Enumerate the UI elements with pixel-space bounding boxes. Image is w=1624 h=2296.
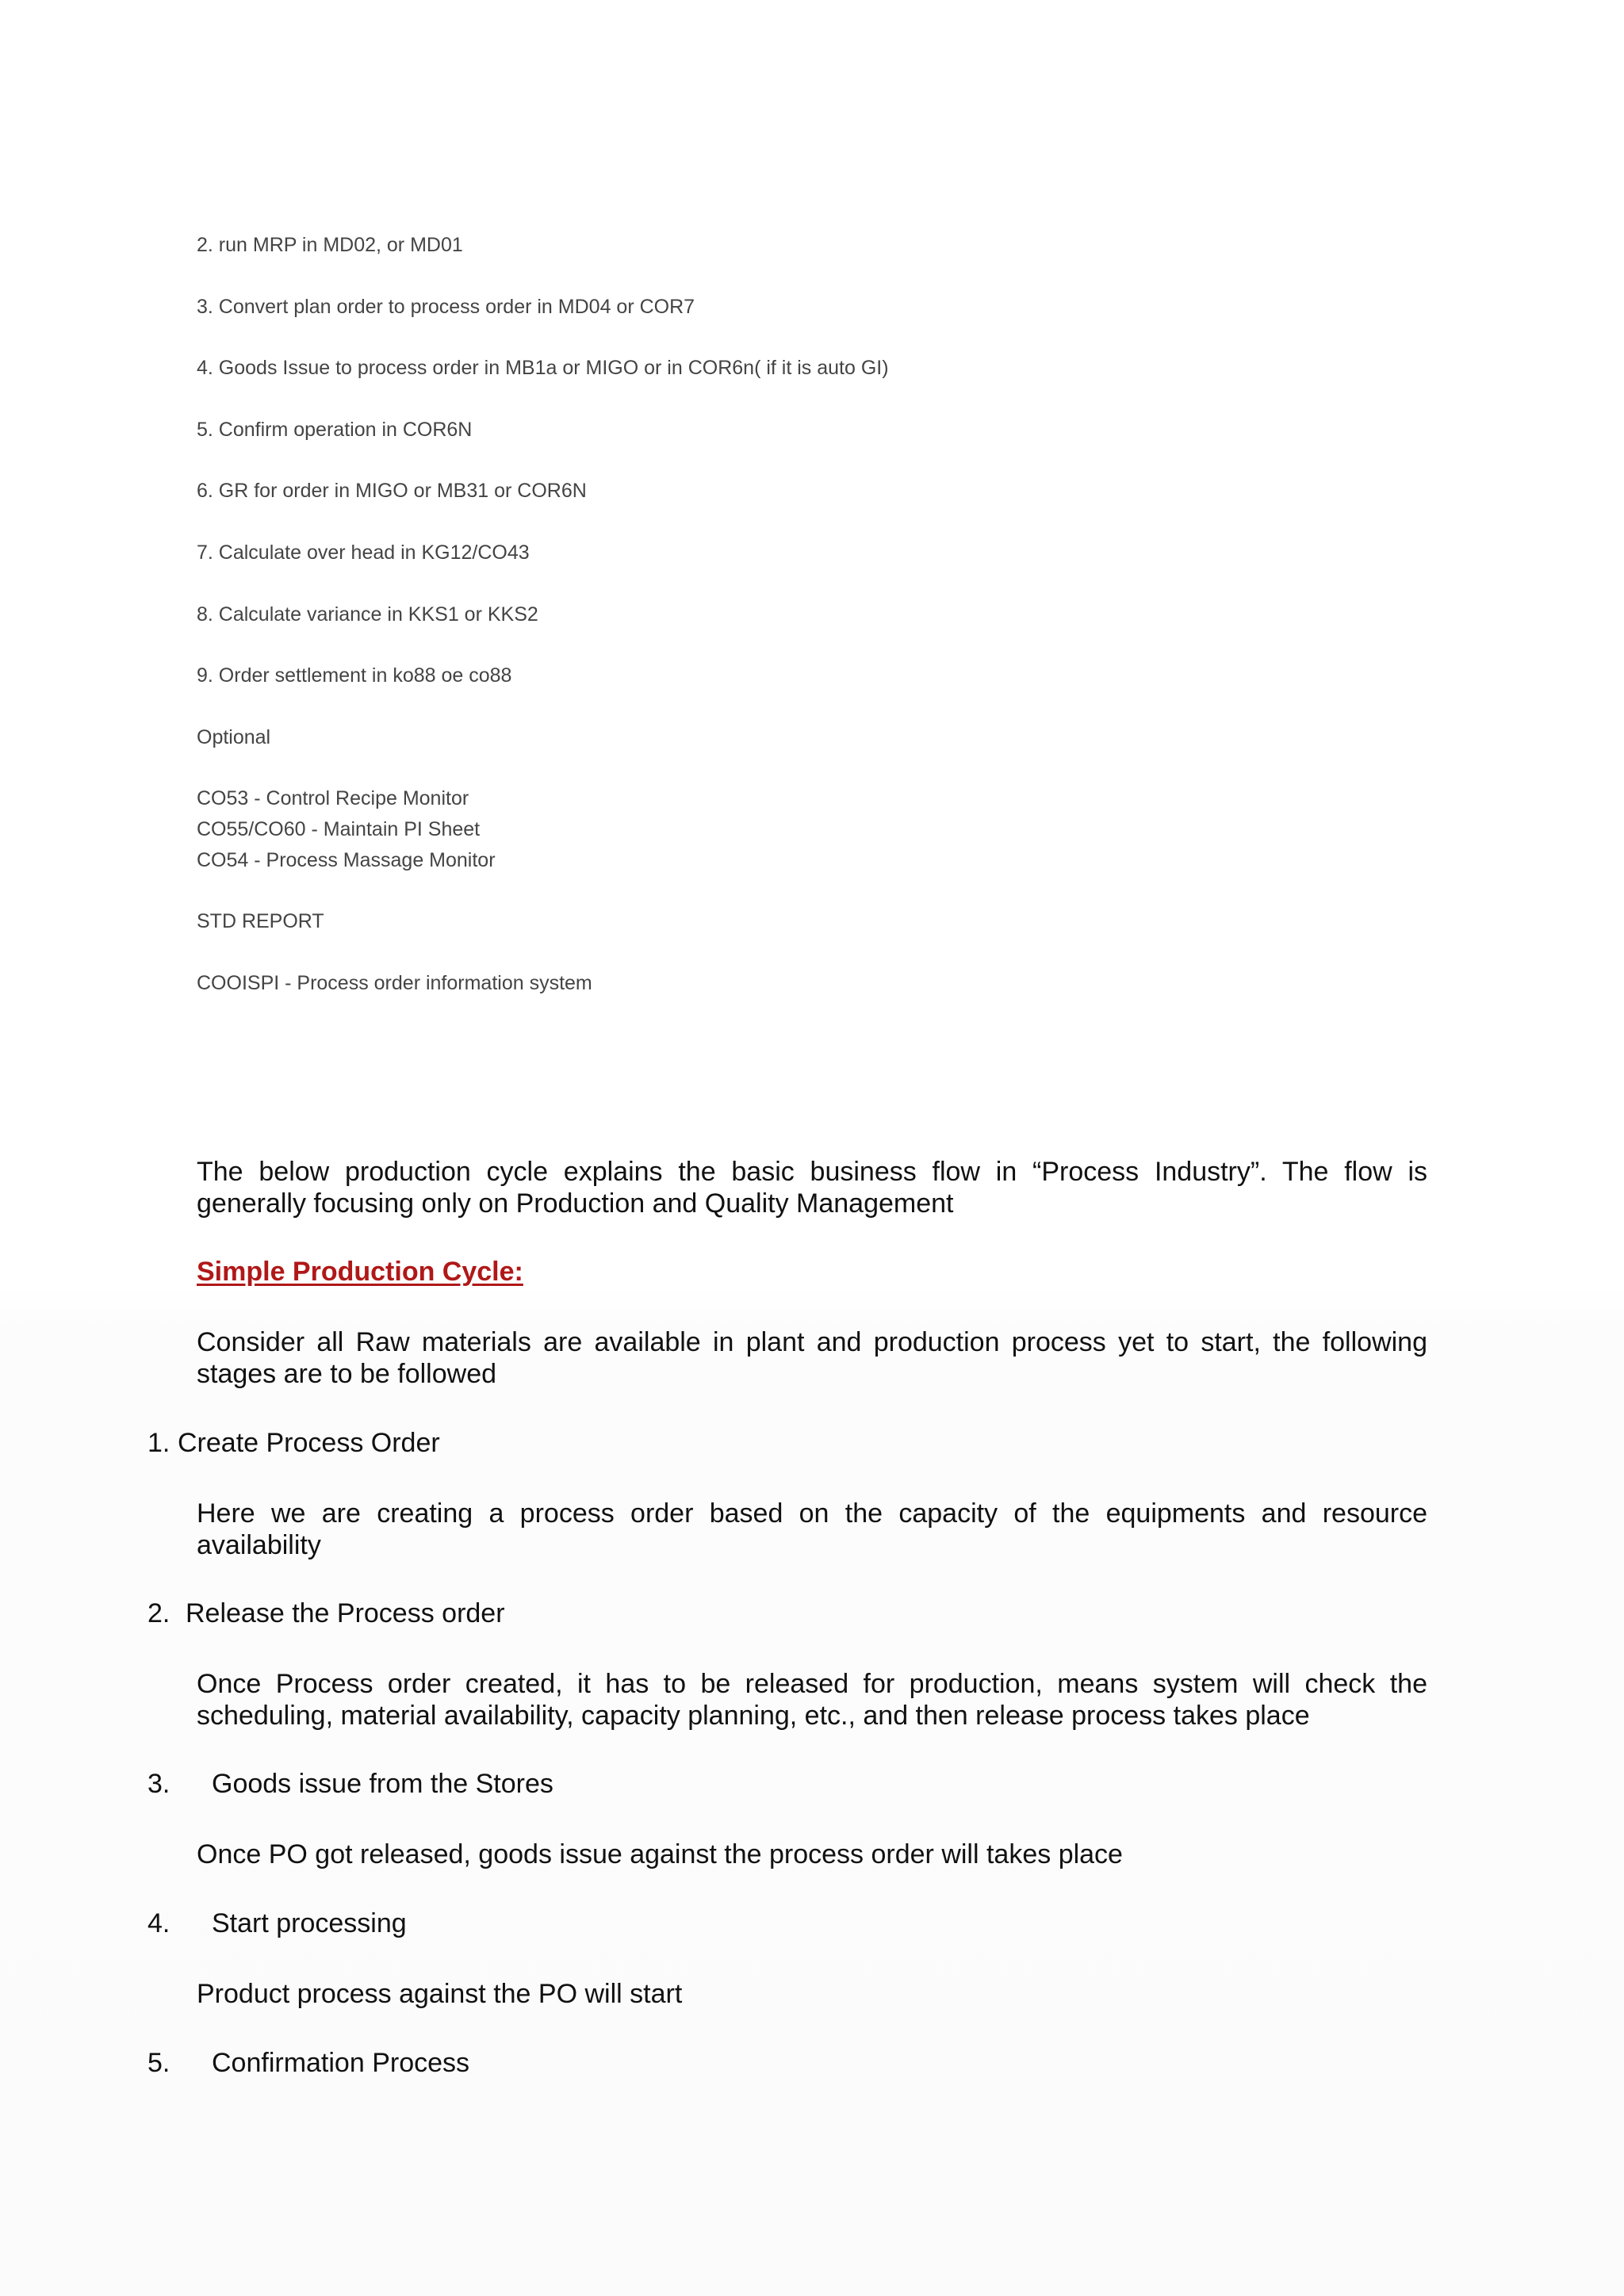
optional-item-message-monitor: CO54 - Process Massage Monitor (197, 849, 496, 871)
step-label-3: Goods issue from the Stores (212, 1769, 553, 1799)
step-description-3: Once PO got released, goods issue against the process order will takes place (197, 1839, 1123, 1869)
step-number-2: 2. (147, 1598, 170, 1628)
list-item-run-mrp: 2. run MRP in MD02, or MD01 (197, 234, 463, 256)
list-item-goods-issue: 4. Goods Issue to process order in MB1a or MIGO or in COR6n( if it is auto GI) (197, 357, 889, 379)
optional-item-pi-sheet: CO55/CO60 - Maintain PI Sheet (197, 818, 481, 840)
optional-label: Optional (197, 726, 271, 748)
step-label-5: Confirmation Process (212, 2048, 470, 2078)
intro-paragraph: The below production cycle explains the basic business flow in “Process Industry”. The flow is generally focusing only on Production and Quality Management (197, 1157, 1427, 1219)
list-item-calculate-variance: 8. Calculate variance in KKS1 or KKS2 (197, 603, 538, 626)
list-item-calculate-overhead: 7. Calculate over head in KG12/CO43 (197, 541, 530, 564)
list-item-order-settlement: 9. Order settlement in ko88 oe co88 (197, 664, 512, 687)
step-number-1: 1. (147, 1428, 170, 1458)
step-label-1: Create Process Order (178, 1428, 440, 1458)
std-report-label: STD REPORT (197, 910, 324, 932)
step-label-4: Start processing (212, 1908, 407, 1938)
consider-paragraph: Consider all Raw materials are available in plant and production process yet to start, the following stages are to be followed (197, 1327, 1427, 1389)
step-description-4: Product process against the PO will start (197, 1979, 683, 2009)
list-item-goods-receipt: 6. GR for order in MIGO or MB31 or COR6N (197, 480, 587, 502)
std-report-item: COOISPI - Process order information system (197, 972, 592, 994)
section-heading: Simple Production Cycle: (197, 1257, 523, 1287)
optional-item-control-recipe: CO53 - Control Recipe Monitor (197, 787, 469, 809)
step-description-2: Once Process order created, it has to be released for production, means system will check the scheduling, material availability, capacity planning, etc., and then release process takes place (197, 1669, 1427, 1731)
step-number-3: 3. (147, 1769, 170, 1799)
step-label-2: Release the Process order (186, 1598, 505, 1628)
step-number-5: 5. (147, 2048, 170, 2078)
step-description-1: Here we are creating a process order based on the capacity of the equipments and resource availability (197, 1498, 1427, 1560)
list-item-confirm-operation: 5. Confirm operation in COR6N (197, 419, 473, 441)
list-item-convert-plan-order: 3. Convert plan order to process order in MD04 or COR7 (197, 296, 695, 318)
step-number-4: 4. (147, 1908, 170, 1938)
